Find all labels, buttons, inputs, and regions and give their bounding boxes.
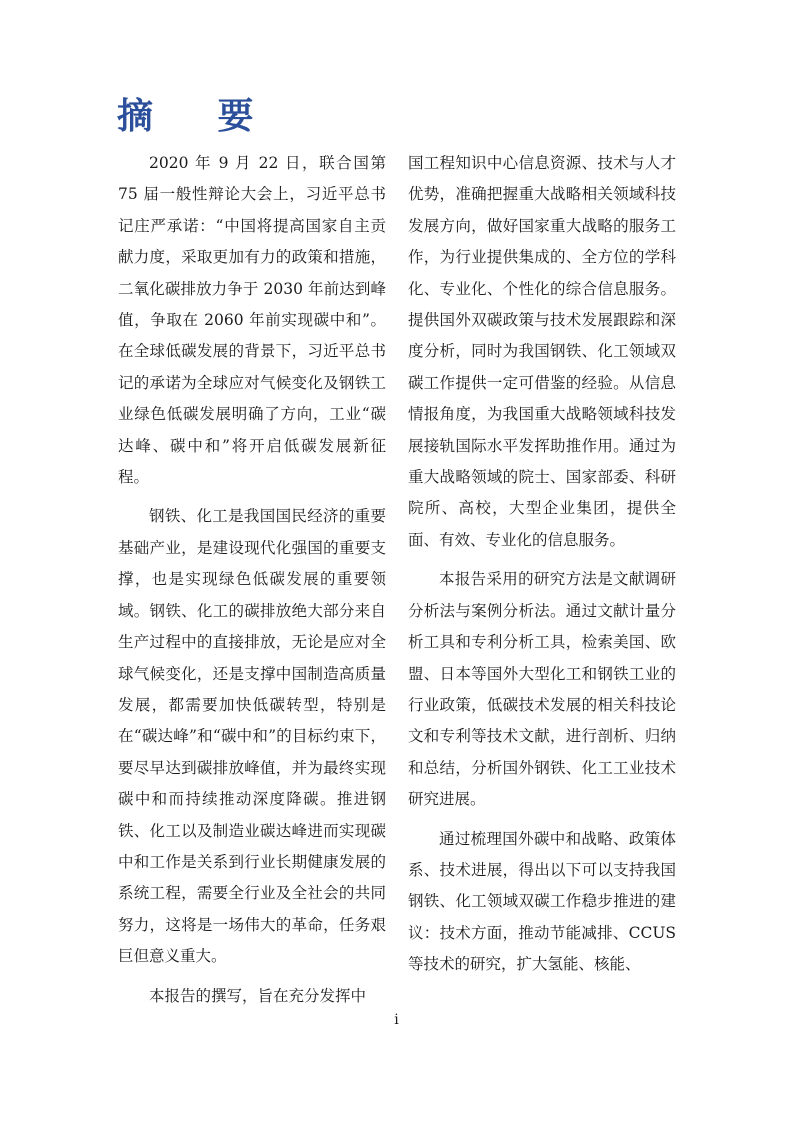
paragraph: 本报告的撰写，旨在充分发挥中 (149, 986, 367, 1005)
paragraph: 本报告采用的研究方法是文献调研分析法与案例分析法。通过文献计量分析工具和专利分析工具，检索美国、欧盟、日本等国外大型化工和钢铁工业的行业政策，低碳技术发展的相关科技论文和专利等技术文献，进行剖析、归纳和总结，分析国外钢铁、化工工业技术研究进展。 (408, 570, 676, 809)
left-column (118, 148, 386, 1012)
page-title: 摘 要 (117, 96, 280, 137)
paragraph: 钢铁、化工是我国国民经济的重要基础产业，是建设现代化强国的重要支撑，也是实现绿色低碳发展的重要领域。钢铁、化工的碳排放绝大部分来自生产过程中的直接排放，无论是应对全球气候变化，还是支撑中国制造高质量发展，都需要加快低碳转型，特别是在“碳达峰”和“碳中和”的目标约束下，要尽早达到碳排放峰值，并为最终实现碳中和而持续推动深度降碳。推进钢铁、化工以及制造业碳达峰进而实现碳中和工作是关系到行业长期健康发展的系统工程，需要全行业及全社会的共同努力，这将是一场伟大的革命，任务艰巨但意义重大。 (118, 507, 386, 966)
paragraph: 国工程知识中心信息资源、技术与人才优势，准确把握重大战略相关领域科技发展方向，做好国家重大战略的服务工作，为行业提供集成的、全方位的学科化、专业化、个性化的综合信息服务。提供国外双碳政策与技术发展跟踪和深度分析，同时为我国钢铁、化工领域双碳工作提供一定可借鉴的经验。从信息情报角度，为我国重大战略领域科技发展接轨国际水平发挥助推作用。通过为重大战略领域的院士、国家部委、科研院所、高校，大型企业集团，提供全面、有效、专业化的信息服务。 (408, 154, 676, 549)
page-number: i (394, 1012, 399, 1028)
right-column (408, 148, 676, 981)
paragraph: 通过梳理国外碳中和战略、政策体系、技术进展，得出以下可以支持我国钢铁、化工领域双碳工作稳步推进的建议：技术方面，推动节能减排、CCUS 等技术的研究，扩大氢能、核能、 (408, 829, 676, 974)
paragraph: 2020 年 9 月 22 日，联合国第 75 届一般性辩论大会上，习近平总书记庄严承诺：“中国将提高国家自主贡献力度，采取更加有力的政策和措施，二氧化碳排放力争于 2030 年前达到峰值，争取在 2060 年前实现碳中和”。在全球低碳发展的背景下，习近平总书记的承诺为全球应对气候变化及钢铁工业绿色低碳发展明确了方向，工业“碳达峰、碳中和”将开启低碳发展新征程。 (118, 154, 386, 487)
